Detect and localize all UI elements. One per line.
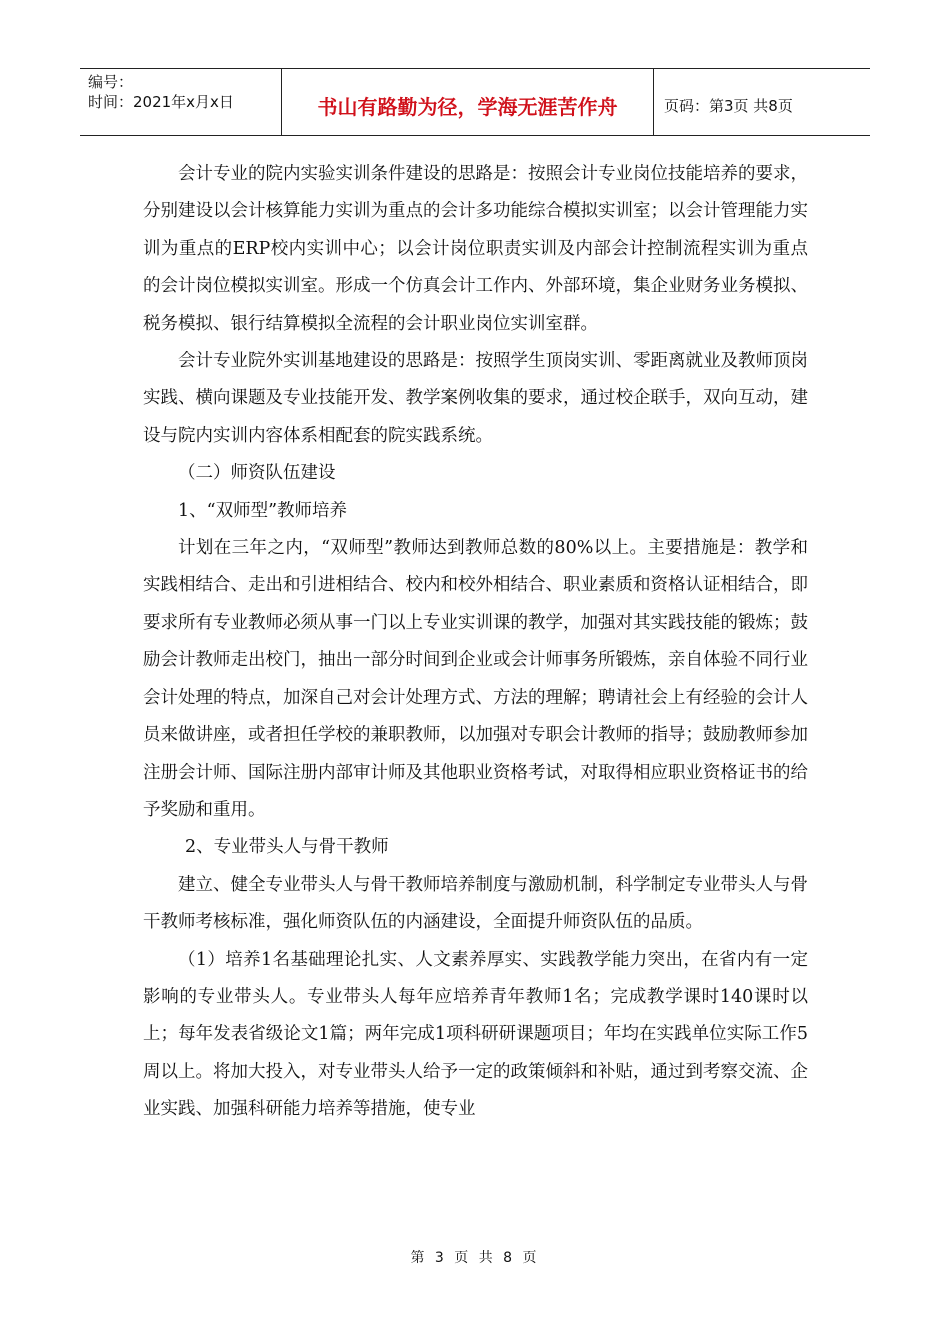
header-meta xyxy=(80,69,282,135)
page-footer: 第 3 页 共 8 页 xyxy=(410,1250,540,1266)
paragraph: 会计专业的院内实验实训条件建设的思路是：按照会计专业岗位技能培养的要求，分别建设以会计核算能力实训为重点的会计多功能综合模拟实训室；以会计管理能力实训为重点的ERP校内实训中心；以会计岗位职责实训及内部会计控制流程实训为重点的会计岗位模拟实训室。形成一个仿真会计工作内、外部环境，集企业财务业务模拟、税务模拟、银行结算模拟全流程的会计职业岗位实训室群。 xyxy=(143,164,808,334)
paragraph: 建立、健全专业带头人与骨干教师培养制度与激励机制，科学制定专业带头人与骨干教师考核标准，强化师资队伍的内涵建设，全面提升师资队伍的品质。 xyxy=(143,874,808,933)
paragraph: （1）培养1名基础理论扎实、人文素养厚实、实践教学能力突出，在省内有一定影响的专业带头人。专业带头人每年应培养青年教师1名；完成教学课时140课时以上；每年发表省级论文1篇；两年完成1项科研研课题项目；年均在实践单位实际工作5周以上。将加大投入，对专业带头人给予一定的政策倾斜和补贴，通过到考察交流、企业实践、加强科研能力培养等措施，使专业 xyxy=(143,949,808,1120)
header-page-info: 页码：第3页 共8页 xyxy=(664,96,793,115)
doc-number-label: 编号： xyxy=(88,73,134,91)
document-body xyxy=(143,156,808,1129)
subsection-heading: 1、“双师型”教师培养 xyxy=(178,500,348,521)
section-heading: （二）师资队伍建设 xyxy=(178,463,336,484)
subsection-heading: 2、专业带头人与骨干教师 xyxy=(185,837,389,858)
paragraph: 计划在三年之内，“双师型”教师达到教师总数的80%以上。主要措施是：教学和实践相结合、走出和引进相结合、校内和校外相结合、职业素质和资格认证相结合，即要求所有专业教师必须从事一门以上专业实训课的教学，加强对其实践技能的锻炼；鼓励会计教师走出校门，抽出一部分时间到企业或会计师事务所锻炼，亲自体验不同行业会计处理的特点，加深自己对会计处理方式、方法的理解；聘请社会上有经验的会计人员来做讲座，或者担任学校的兼职教师，以加强对专职会计教师的指导；鼓励教师参加注册会计师、国际注册内部审计师及其他职业资格考试，对取得相应职业资格证书的给予奖励和重用。 xyxy=(143,538,808,820)
header-motto: 书山有路勤为径，学海无涯苦作舟 xyxy=(282,69,654,135)
page-header xyxy=(80,68,870,136)
paragraph: 会计专业院外实训基地建设的思路是：按照学生顶岗实训、零距离就业及教师顶岗实践、横向课题及专业技能开发、教学案例收集的要求，通过校企联手，双向互动，建设与院内实训内容体系相配套的院实践系统。 xyxy=(143,351,808,446)
time-label: 时间：2021年x月x日 xyxy=(88,93,234,111)
